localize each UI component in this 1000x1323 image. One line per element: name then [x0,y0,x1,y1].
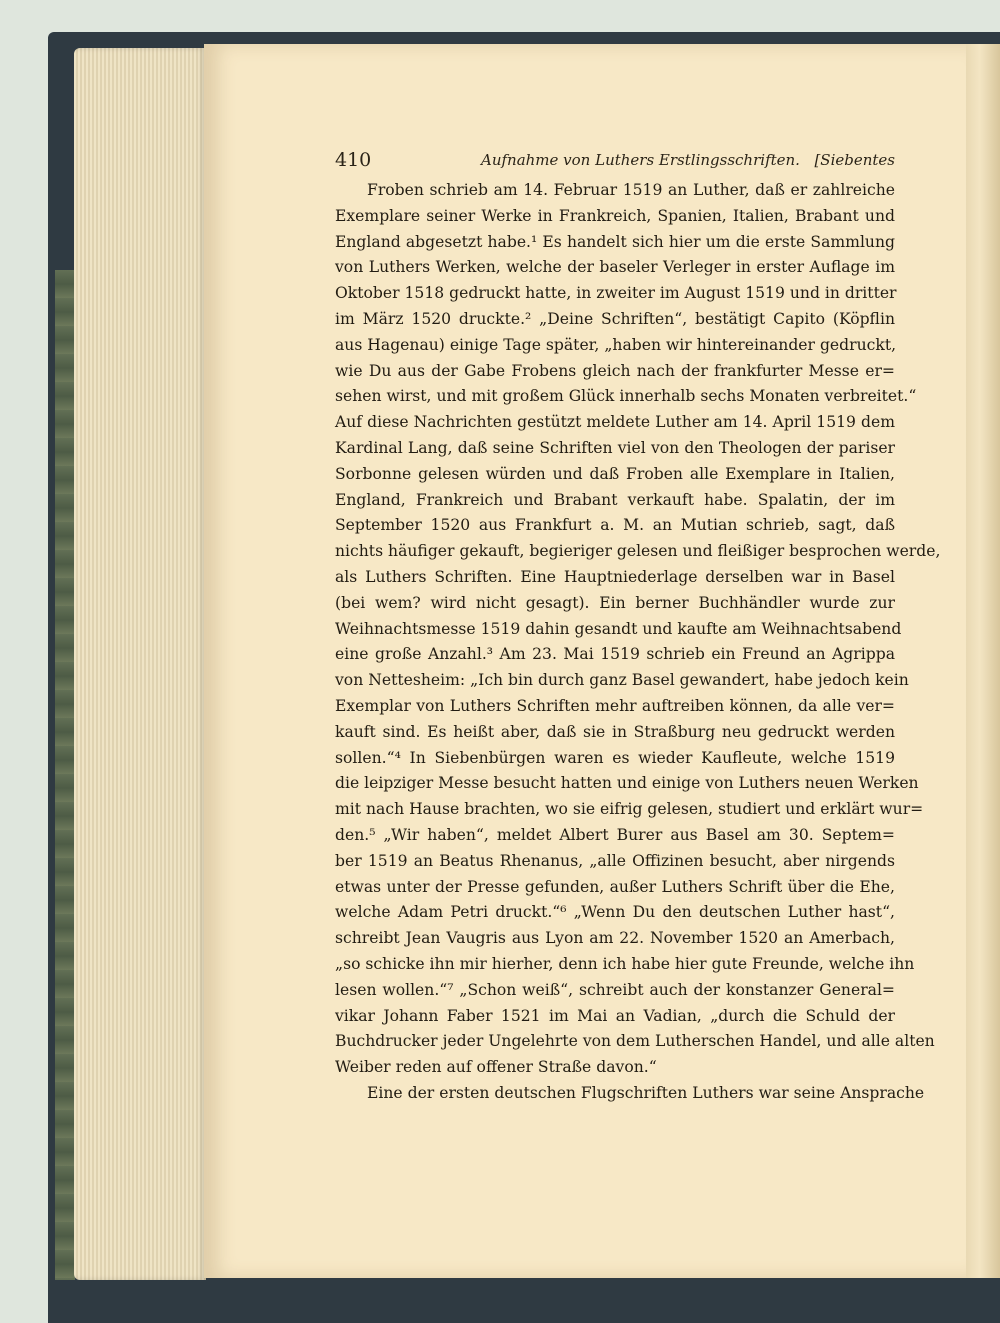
text-line: lesen wollen.“⁷ „Schon weiß“, schreibt auch der konstanzer General= [335,980,895,999]
text-line: Kardinal Lang, daß seine Schriften viel von den Theologen der pariser [335,438,895,457]
text-line: vikar Johann Faber 1521 im Mai an Vadian, „durch die Schuld der [335,1006,895,1025]
text-line: sehen wirst, und mit großem Glück innerhalb sechs Monaten verbreitet.“ [335,387,917,406]
text-line: aus Hagenau) einige Tage später, „haben wir hintereinander gedruckt, [335,335,897,354]
text-line: von Nettesheim: „Ich bin durch ganz Basel gewandert, habe jedoch kein [335,671,909,690]
page-stack [74,48,206,1280]
text-line: ber 1519 an Beatus Rhenanus, „alle Offizinen besucht, aber nirgends [335,851,895,870]
text-line: eine große Anzahl.³ Am 23. Mai 1519 schrieb ein Freund an Agrippa [335,645,895,664]
text-line: mit nach Hause brachten, wo sie eifrig gelesen, studiert und erklärt wur= [335,800,924,819]
text-line: als Luthers Schriften. Eine Hauptniederlage derselben war in Basel [335,567,895,586]
text-line: nichts häufiger gekauft, begieriger gelesen und fleißiger besprochen werde, [335,542,941,561]
text-line: Sorbonne gelesen würden und daß Froben alle Exemplare in Italien, [335,464,895,483]
text-line: (bei wem? wird nicht gesagt). Ein berner Buchhändler wurde zur [335,593,895,612]
text-line: Auf diese Nachrichten gestützt meldete Luther am 14. April 1519 dem [335,413,895,432]
text-line: von Luthers Werken, welche der baseler Verleger in erster Auflage im [335,258,895,277]
text-line: Eine der ersten deutschen Flugschriften Luthers war seine Ansprache [367,1083,925,1102]
text-line: Buchdrucker jeder Ungelehrte von dem Lutherschen Handel, und alle alten [335,1032,935,1051]
text-line: sollen.“⁴ In Siebenbürgen waren es wieder Kaufleute, welche 1519 [335,748,895,767]
text-line: England, Frankreich und Brabant verkauft habe. Spalatin, der im [335,490,895,509]
text-line: Oktober 1518 gedruckt hatte, in zweiter im August 1519 und in dritter [335,284,897,303]
text-line: England abgesetzt habe.¹ Es handelt sich hier um die erste Sammlung [335,232,895,251]
page-header [335,143,895,173]
text-line: die leipziger Messe besucht hatten und einige von Luthers neuen Werken [335,774,919,793]
text-line: schreibt Jean Vaugris aus Lyon am 22. November 1520 an Amerbach, [335,929,895,948]
text-line: etwas unter der Presse gefunden, außer Luthers Schrift über die Ehe, [335,877,895,896]
text-line: welche Adam Petri druckt.“⁶ „Wenn Du den deutschen Luther hast“, [335,903,895,922]
running-title: Aufnahme von Luthers Erstlingsschriften. [481,151,800,169]
text-line: Exemplare seiner Werke in Frankreich, Spanien, Italien, Brabant und [335,206,895,225]
text-line: Weihnachtsmesse 1519 dahin gesandt und kaufte am Weihnachtsabend [335,619,902,638]
text-line: im März 1520 druckte.² „Deine Schriften“, bestätigt Capito (Köpflin [335,309,895,328]
next-page-edge [966,44,1000,1278]
body-text [335,178,941,1107]
text-line: „so schicke ihn mir hierher, denn ich habe hier gute Freunde, welche ihn [335,954,915,973]
cover-marbling [55,270,75,1280]
section-label: [Siebentes [814,151,895,169]
text-line: September 1520 aus Frankfurt a. M. an Mutian schrieb, sagt, daß [335,516,895,535]
text-line: Froben schrieb am 14. Februar 1519 an Luther, daß er zahlreiche [367,181,895,199]
text-line: den.⁵ „Wir haben“, meldet Albert Burer aus Basel am 30. Septem= [335,825,895,844]
page-number: 410 [335,149,372,171]
text-line: Exemplar von Luthers Schriften mehr auftreiben können, da alle ver= [335,696,895,715]
text-line: Weiber reden auf offener Straße davon.“ [335,1058,657,1077]
text-line: kauft sind. Es heißt aber, daß sie in Straßburg neu gedruckt werden [335,722,895,741]
text-line: wie Du aus der Gabe Frobens gleich nach der frankfurter Messe er= [335,361,895,380]
